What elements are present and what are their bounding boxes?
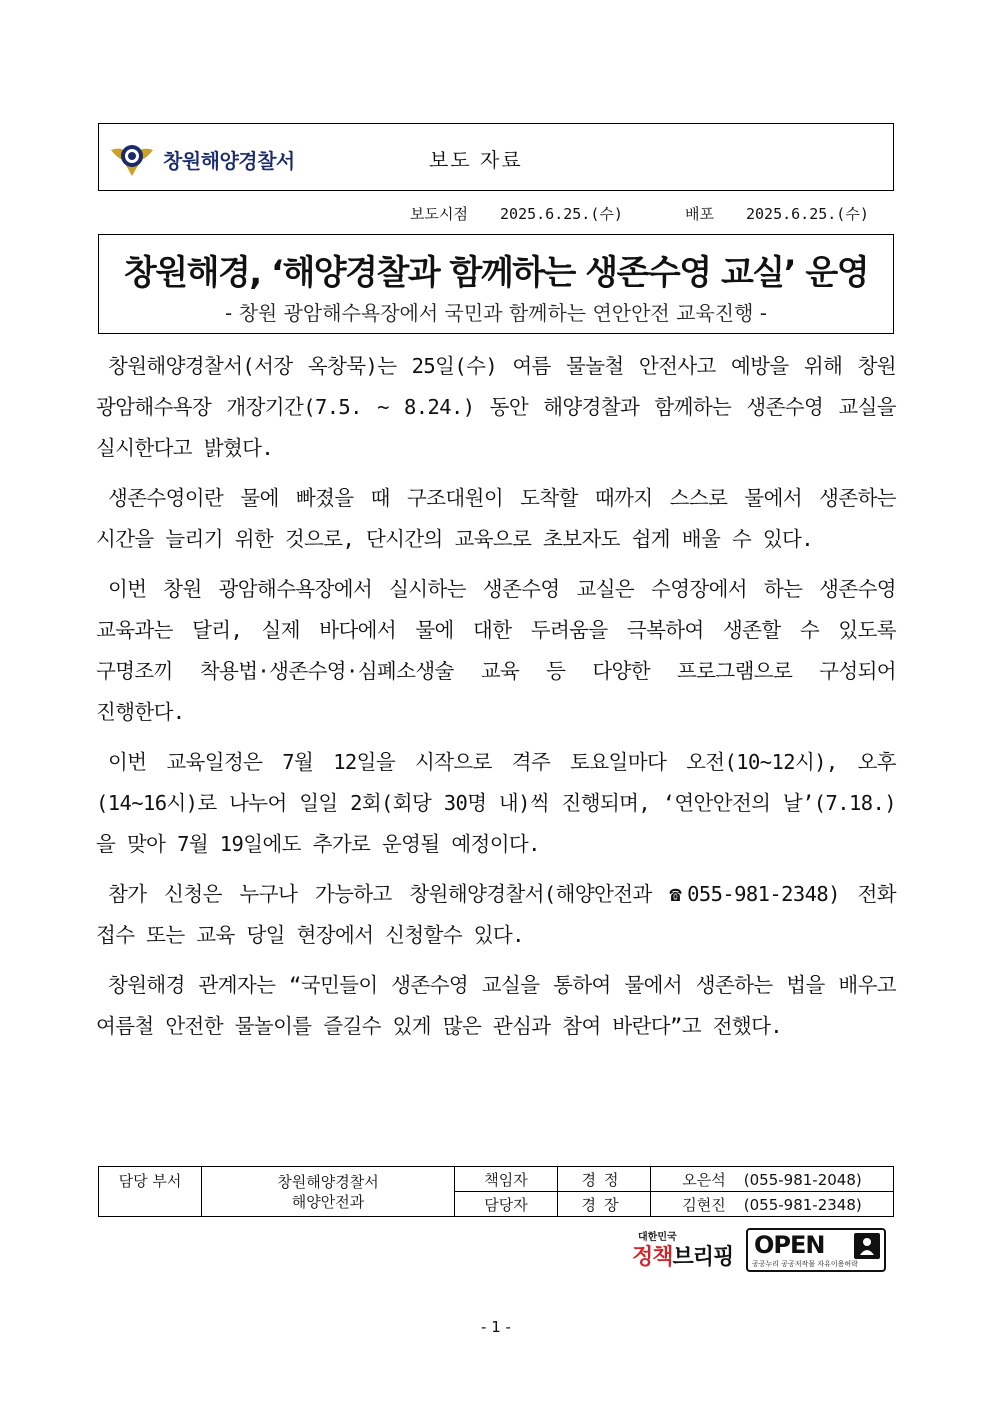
page-number: - 1 - [481, 1318, 511, 1336]
paragraph: 창원해양경찰서(서장 옥창묵)는 25일(수) 여름 물놀철 안전사고 예방을 위해 창원 광암해수욕장 개장기간(7.5. ~ 8.24.) 동안 해양경찰과 함께하는 생존수영 교실을 실시한다고 밝혔다. [96, 354, 896, 460]
release-date: 2025.6.25.(수) [500, 205, 623, 223]
open-text: OPEN [754, 1231, 825, 1259]
paragraph: 참가 신청은 누구나 가능하고 창원해양경찰서(해양안전과 ☎055-981-2348) 전화 접수 또는 교육 당일 현장에서 신청할수 있다. [96, 882, 896, 947]
coast-guard-emblem-icon [109, 136, 155, 182]
distribution-label: 배포 [684, 205, 714, 223]
unit-line: 해양안전과 [291, 1192, 365, 1211]
contact-table [98, 1166, 894, 1217]
paragraph: 생존수영이란 물에 빠졌을 때 구조대원이 도착할 때까지 스스로 물에서 생존하는 시간을 늘리기 위한 것으로, 단시간의 교육으로 초보자도 쉽게 배울 수 있다. [96, 486, 896, 551]
paragraph: 이번 교육일정은 7월 12일을 시작으로 격주 토요일마다 오전(10~12시), 오후(14~16시)로 나누어 일일 2회(회당 30명 내)씩 진행되며, ‘연안안전의 날’(7.18.)을 맞아 7월 19일에도 추가로 운영될 예정이다. [96, 750, 896, 856]
page-title: 창원해경, ‘해양경찰과 함께하는 생존수영 교실’ 운영 [123, 253, 869, 293]
table-row [99, 1167, 894, 1192]
person-name: 김현진 [682, 1195, 726, 1214]
agency-logo [109, 136, 295, 182]
policy-briefing-logo [620, 1228, 738, 1274]
dept-unit [202, 1167, 455, 1217]
briefing-red-text: 정책 [632, 1245, 673, 1270]
kogl-open-badge [746, 1228, 886, 1272]
page-subtitle: - 창원 광암해수욕장에서 국민과 함께하는 연안안전 교육진행 - [225, 301, 767, 325]
person-phone: (055-981-2048) [743, 1170, 862, 1189]
rank-cell: 경정 [558, 1167, 651, 1192]
attribution-person-icon [854, 1233, 880, 1259]
role-cell: 담당자 [455, 1192, 558, 1217]
header-box [98, 123, 894, 191]
paragraph: 이번 창원 광암해수욕장에서 실시하는 생존수영 교실은 수영장에서 하는 생존수영 교육과는 달리, 실제 바다에서 물에 대한 두려움을 극복하여 생존할 수 있도록 구명조끼 착용법·생존수영·심폐소생술 교육 등 다양한 프로그램으로 구성되어 진행한다. [96, 577, 896, 724]
title-box [98, 234, 894, 334]
person-name: 오은석 [682, 1170, 726, 1189]
distribution-date: 2025.6.25.(수) [746, 205, 869, 223]
briefing-small-text: 대한민국 [638, 1232, 677, 1243]
open-sub-text: 공공누리 공공저작물 자유이용허락 [752, 1260, 858, 1268]
briefing-title [632, 1240, 733, 1271]
briefing-black-text: 브리핑 [672, 1245, 734, 1270]
person-cell [651, 1192, 894, 1217]
unit-line: 창원해양경찰서 [277, 1172, 379, 1191]
person-phone: (055-981-2348) [743, 1195, 862, 1214]
dept-label: 담당 부서 [99, 1167, 202, 1217]
role-cell: 책임자 [455, 1167, 558, 1192]
release-info [410, 203, 869, 224]
agency-name: 창원해양경찰서 [163, 148, 295, 173]
rank-cell: 경장 [558, 1192, 651, 1217]
article-body [96, 346, 896, 1056]
footer-badges [620, 1228, 886, 1274]
release-label: 보도시점 [410, 205, 468, 223]
paragraph: 창원해경 관계자는 “국민들이 생존수영 교실을 통하여 물에서 생존하는 법을 배우고 여름철 안전한 물놀이를 즐길수 있게 많은 관심과 참여 바란다”고 전했다. [96, 973, 896, 1038]
person-cell [651, 1167, 894, 1192]
doc-type: 보도 자료 [429, 148, 523, 172]
